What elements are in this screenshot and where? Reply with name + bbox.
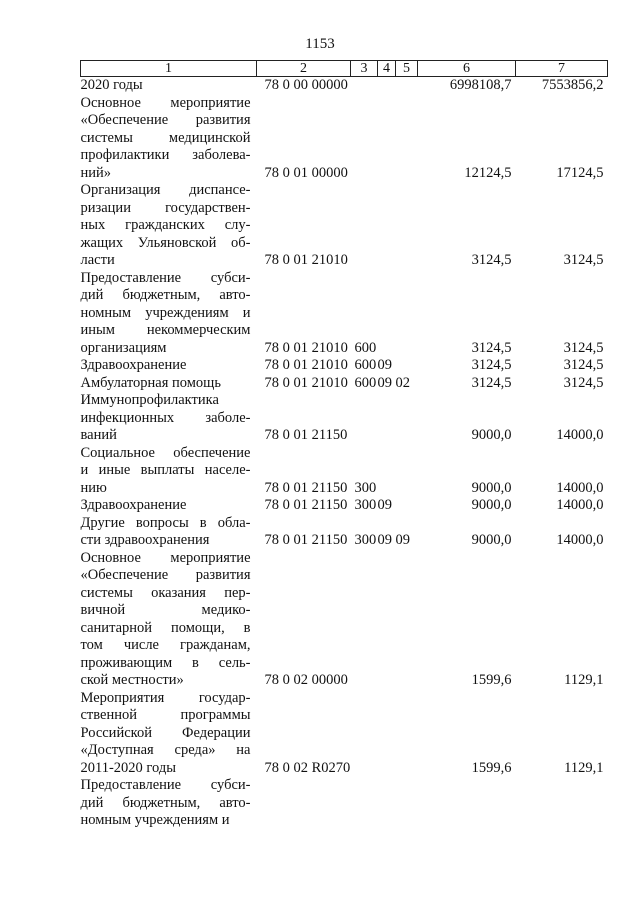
table-row — [81, 690, 608, 778]
item-name-line: Организация диспансе- — [80, 182, 251, 198]
table-row — [81, 392, 608, 445]
item-name-line: ризации государствен- — [80, 199, 251, 216]
expense-type-code — [351, 77, 378, 95]
amount-col-6 — [418, 777, 516, 830]
item-name — [81, 515, 257, 550]
item-name-line: Предоставление субси- — [80, 777, 251, 793]
amount-col-6: 3124,5 — [471, 357, 512, 373]
target-article-code: 78 0 02 R0270 — [264, 759, 351, 776]
expense-type-code — [351, 550, 378, 690]
amount-col-6: 6998108,7 — [449, 77, 512, 93]
item-name — [81, 270, 257, 358]
item-name-line: 2020 годы — [80, 77, 143, 93]
subsection-code — [396, 182, 418, 270]
item-name-line: «Обеспечение развития — [80, 567, 251, 583]
item-name-line: номным учреждениям и — [80, 812, 230, 828]
section-code — [378, 690, 396, 778]
subsection-code — [396, 497, 418, 515]
subsection-code — [396, 445, 418, 498]
section-code: 09 — [377, 497, 392, 513]
table-row — [81, 270, 608, 358]
amount-col-7: 14000,0 — [556, 479, 604, 496]
item-name-line: Другие вопросы в обла- — [80, 514, 251, 531]
expense-type-code: 600 — [354, 357, 377, 373]
item-name-line: Амбулаторная помощь — [80, 374, 221, 391]
section-code: 09 — [377, 357, 392, 373]
item-name-line: профилактики заболева- — [80, 147, 251, 163]
target-article-code: 78 0 01 21150 — [264, 427, 348, 443]
item-name-line: проживающим в сель- — [80, 654, 251, 671]
subsection-code — [396, 270, 418, 358]
expense-type-code — [351, 777, 378, 830]
item-name-line: дий бюджетным, авто- — [80, 794, 251, 811]
item-name-line: «Доступная среда» на — [80, 742, 251, 758]
section-code — [378, 270, 396, 358]
item-name-line: номным учреждениям и — [80, 304, 251, 321]
subsection-code — [396, 357, 418, 375]
item-name — [81, 182, 257, 270]
item-name-line: жащих Ульяновской об- — [80, 234, 251, 251]
amount-col-7: 14000,0 — [556, 532, 604, 548]
table-row — [81, 777, 608, 830]
item-name-line: инфекционных заболе- — [80, 409, 251, 426]
item-name-line: и иные выплаты населе- — [80, 462, 251, 478]
item-name-line: организациям — [80, 339, 167, 356]
target-article-code: 78 0 00 00000 — [264, 77, 348, 93]
subsection-code: 09 — [395, 532, 410, 548]
table-row — [81, 445, 608, 498]
amount-col-6: 12124,5 — [464, 164, 512, 181]
item-name — [81, 690, 257, 778]
amount-col-6: 9000,0 — [471, 479, 512, 496]
item-name-line: дий бюджетным, авто- — [80, 287, 251, 303]
amount-col-7: 17124,5 — [556, 164, 604, 181]
expense-type-code — [351, 95, 378, 183]
page-number: 1153 — [305, 36, 335, 52]
item-name-line: Российской Федерации — [80, 724, 251, 741]
subsection-code — [396, 95, 418, 183]
subsection-code — [396, 690, 418, 778]
item-name — [81, 445, 257, 498]
item-name-line: «Обеспечение развития — [80, 112, 251, 128]
column-header: 6 — [418, 61, 516, 77]
item-name-line: ласти — [80, 252, 115, 268]
item-name-line: Социальное обеспечение — [80, 444, 251, 461]
subsection-code: 02 — [395, 374, 410, 391]
item-name-line: вичной медико- — [80, 602, 251, 618]
item-name-line: Мероприятия государ- — [80, 689, 251, 706]
item-name — [81, 777, 257, 830]
expense-type-code: 300 — [354, 532, 377, 548]
target-article-code: 78 0 01 21150 — [264, 479, 348, 496]
column-header: 7 — [516, 61, 608, 77]
expense-type-code: 600 — [354, 374, 377, 391]
amount-col-7: 3124,5 — [563, 357, 604, 373]
section-code — [378, 182, 396, 270]
item-name-line: Здравоохранение — [80, 497, 187, 513]
item-name-line: ваний — [80, 427, 117, 443]
item-name-line: Основное мероприятие — [80, 549, 251, 566]
item-name — [81, 77, 257, 95]
target-article-code: 78 0 01 21010 — [264, 252, 348, 268]
item-name-line: Здравоохранение — [80, 357, 187, 373]
amount-col-7: 1129,1 — [564, 759, 604, 776]
amount-col-7: 14000,0 — [556, 497, 604, 513]
target-article-code: 78 0 01 00000 — [264, 164, 348, 181]
item-name-line: ний» — [80, 164, 112, 181]
amount-col-7: 3124,5 — [563, 374, 604, 391]
amount-col-6: 9000,0 — [471, 497, 512, 513]
section-code — [378, 445, 396, 498]
subsection-code — [396, 777, 418, 830]
section-code — [378, 77, 396, 95]
item-name — [81, 95, 257, 183]
item-name-line: ской местности» — [80, 672, 184, 688]
target-article-code: 78 0 02 00000 — [264, 672, 348, 688]
column-header: 1 — [81, 61, 257, 77]
expense-type-code: 300 — [354, 479, 377, 496]
target-article-code — [257, 777, 351, 830]
budget-table — [80, 60, 608, 830]
item-name-line: 2011-2020 годы — [80, 759, 176, 776]
amount-col-7: 3124,5 — [563, 339, 604, 356]
section-code: 09 — [377, 532, 392, 548]
table-row — [81, 77, 608, 95]
section-code — [378, 550, 396, 690]
item-name-line: нию — [80, 479, 107, 496]
table-row — [81, 182, 608, 270]
table-row — [81, 375, 608, 393]
item-name-line: санитарной помощи, в — [80, 619, 251, 636]
amount-col-6: 1599,6 — [471, 759, 512, 776]
expense-type-code: 600 — [354, 339, 377, 356]
item-name-line: Иммунопрофилактика — [80, 392, 219, 408]
subsection-code — [396, 77, 418, 95]
target-article-code: 78 0 01 21010 — [264, 357, 348, 373]
amount-col-6: 3124,5 — [471, 252, 512, 268]
amount-col-7: 3124,5 — [563, 252, 604, 268]
table-body — [81, 77, 608, 830]
target-article-code: 78 0 01 21150 — [264, 497, 348, 513]
target-article-code: 78 0 01 21150 — [264, 532, 348, 548]
table-row — [81, 95, 608, 183]
item-name — [81, 357, 257, 375]
table-row — [81, 550, 608, 690]
item-name-line: системы медицинской — [80, 129, 251, 146]
table-header — [81, 61, 608, 77]
section-code — [378, 392, 396, 445]
item-name-line: иным некоммерческим — [80, 322, 251, 338]
amount-col-6: 9000,0 — [471, 532, 512, 548]
target-article-code: 78 0 01 21010 — [264, 374, 348, 391]
table-row — [81, 357, 608, 375]
item-name-line: сти здравоохранения — [80, 532, 210, 548]
subsection-code — [396, 550, 418, 690]
amount-col-6: 1599,6 — [471, 672, 512, 688]
amount-col-6: 3124,5 — [471, 339, 512, 356]
item-name — [81, 392, 257, 445]
section-code: 09 — [377, 374, 392, 391]
item-name — [81, 550, 257, 690]
amount-col-7: 1129,1 — [564, 672, 604, 688]
item-name-line: ных гражданских слу- — [80, 217, 251, 233]
column-header: 5 — [396, 61, 418, 77]
item-name-line: том числе гражданам, — [80, 637, 251, 653]
expense-type-code — [351, 690, 378, 778]
item-name-line: Предоставление субси- — [80, 269, 251, 286]
amount-col-6: 9000,0 — [471, 427, 512, 443]
target-article-code: 78 0 01 21010 — [264, 339, 348, 356]
section-code — [378, 777, 396, 830]
expense-type-code — [351, 182, 378, 270]
subsection-code — [396, 392, 418, 445]
item-name — [81, 497, 257, 515]
amount-col-6: 3124,5 — [471, 374, 512, 391]
column-header: 3 — [351, 61, 378, 77]
column-header: 2 — [257, 61, 351, 77]
amount-col-7 — [516, 777, 608, 830]
item-name-line: Основное мероприятие — [80, 94, 251, 111]
expense-type-code: 300 — [354, 497, 377, 513]
amount-col-7: 7553856,2 — [541, 77, 604, 93]
section-code — [378, 95, 396, 183]
table-row — [81, 515, 608, 550]
item-name-line: ственной программы — [80, 707, 251, 723]
amount-col-7: 14000,0 — [556, 427, 604, 443]
table-row — [81, 497, 608, 515]
column-header: 4 — [378, 61, 396, 77]
item-name — [81, 375, 257, 393]
item-name-line: системы оказания пер- — [80, 584, 251, 601]
expense-type-code — [351, 392, 378, 445]
